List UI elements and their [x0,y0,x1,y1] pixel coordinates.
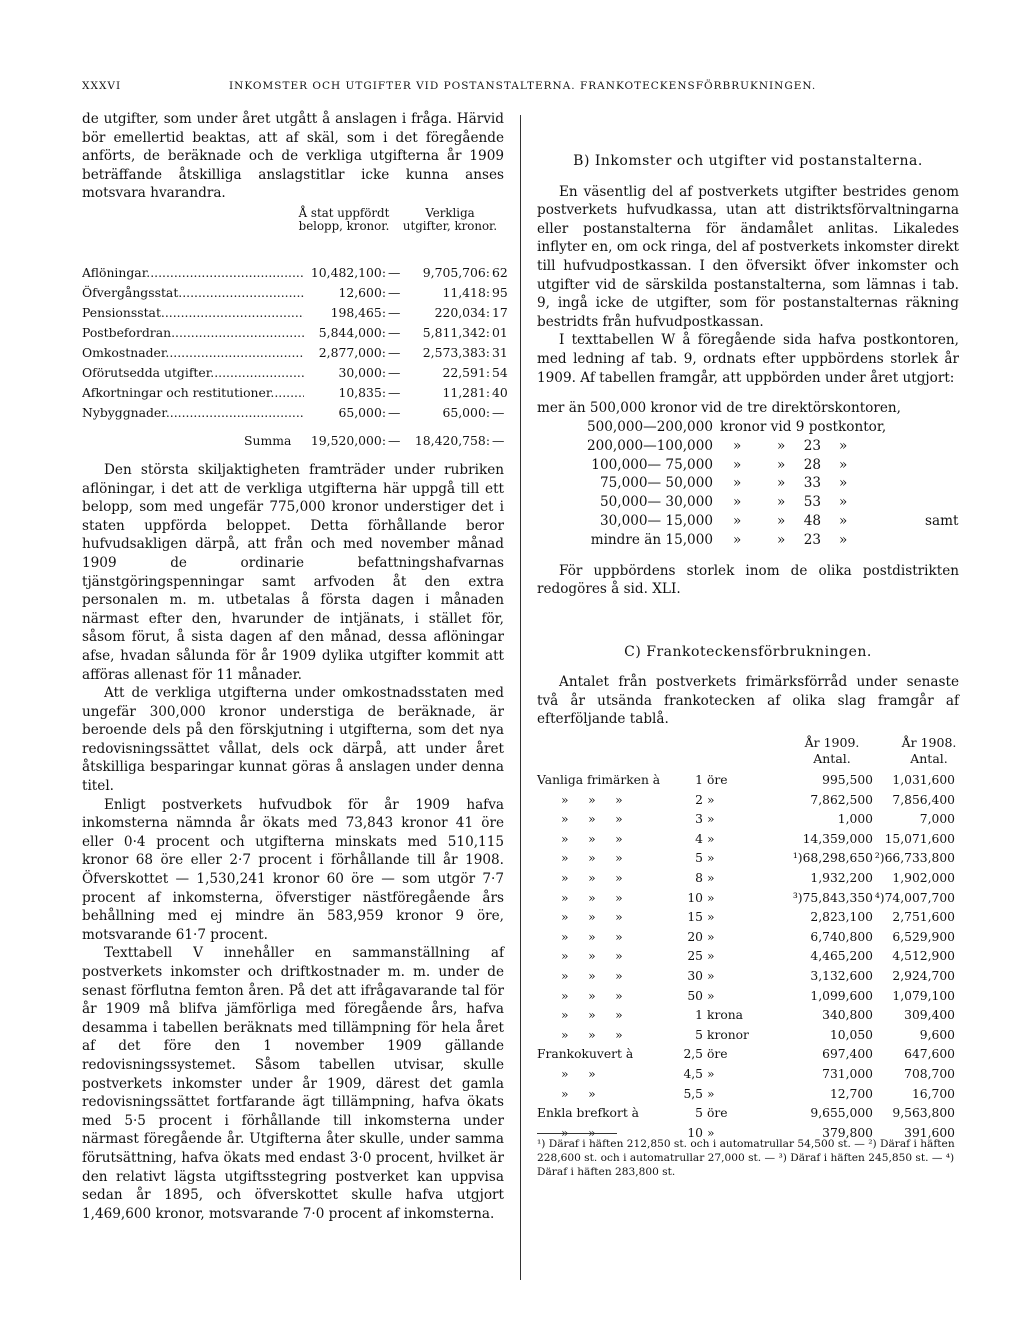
row-stat-ore: — [388,344,401,360]
count-1909: 2,823,100 [810,910,873,925]
budget-sum-row [82,431,504,453]
table-row [537,928,959,948]
row-actual-value: 2,573,383: [422,344,490,360]
stamp-denomination: 5 [695,1106,703,1121]
ditto-mark: » [777,531,786,548]
bracket-range: 50,000— 30,000 [599,494,713,511]
table-row [82,343,508,363]
stamp-label: » » [561,1125,596,1140]
revenue-bracket-list [537,399,959,549]
count-1909: 12,700 [829,1086,873,1101]
row-stat-value: 198,465: [330,304,386,320]
count-1908: 391,600 [904,1125,955,1140]
section-heading-b: B) Inkomster och utgifter vid postanstalterna. [573,153,923,169]
table-row [537,1065,959,1085]
sum-actual: 18,420,758: [414,432,490,448]
table-row [537,1026,959,1046]
bracket-range: mindre än 15,000 [590,531,713,548]
ditto-mark: » [733,494,742,511]
count-1909: 731,000 [822,1066,873,1081]
table-row [537,1085,959,1105]
count-1908: 1,079,100 [892,988,955,1003]
stamp-unit: öre [707,1047,728,1062]
bracket-row [537,512,959,531]
stamp-unit: » [707,890,715,905]
bracket-range: 75,000— 50,000 [599,475,713,492]
stamp-label: Enkla brefkort à [537,1106,640,1121]
stamp-table [537,735,959,1143]
footnotes [537,1133,959,1179]
stamp-denomination: 5,5 [683,1086,703,1101]
count-1909: 1,932,200 [810,871,873,886]
running-title: INKOMSTER OCH UTGIFTER VID POSTANSTALTERNA. FRANKOTECKENSFÖRBRUKNINGEN. [229,80,817,92]
count-1909: ³)75,843,350 [792,890,873,905]
stamp-unit: » [707,792,715,807]
row-label: Öfvergångsstat ..... [82,283,304,302]
row-stat-value: 2,877,000: [318,344,386,360]
office-count: 23 [803,437,821,454]
table-row [537,947,959,967]
row-label: Omkostnader ..... [82,343,304,362]
row-actual-ore: 40 [492,384,508,400]
row-actual-value: 220,034: [434,304,490,320]
ditto-mark: » [839,437,848,454]
table-row [537,771,959,791]
stamp-unit: » [707,1086,715,1101]
budget-table-body [82,263,508,423]
row-actual-ore: 17 [492,304,508,320]
stamp-label: Vanliga frimärken à [537,773,661,788]
count-1909: 4,465,200 [810,949,873,964]
table-row [82,323,508,343]
stamp-label: » » » [561,949,623,964]
budget-table [82,205,508,453]
left-column [82,110,508,1223]
budget-col-header-stat: Å stat uppfördt belopp, kronor. [298,205,390,233]
table-row [537,849,959,869]
bracket-rest: kronor vid 9 postkontor, [720,418,887,435]
stamp-denomination: 4,5 [683,1066,703,1081]
row-label: Postbefordran ..... [82,323,304,342]
count-1908: 4,512,900 [892,949,955,964]
row-label: Pensionsstat ..... [82,303,304,322]
count-1908: 9,563,800 [892,1106,955,1121]
row-actual-ore: 62 [492,264,508,280]
footnote-rule [537,1133,617,1134]
stamp-label: » » » [561,910,623,925]
count-1909: 1,099,600 [810,988,873,1003]
bracket-row [537,418,959,437]
stamp-denomination: 15 [687,910,703,925]
table-row [82,303,508,323]
row-actual-ore: 95 [492,284,508,300]
office-count: 33 [803,475,821,492]
count-1909: 7,862,500 [810,792,873,807]
row-actual-ore: — [492,404,505,420]
table-row [537,987,959,1007]
paragraph-texttabell-v: Texttabell V innehåller en sammanställning af postverkets inkomster och driftkostnader m. m. under de senast förflutna femton åren. På det att ifrågavarande tal för år 1909 må blifva jämförliga med föregående års, hafva desamma i tabellen beräknats med tillämpning för hela året af det före den 1 november 1909 gällande redovisningssystemet. Såsom tabellen utvisar, skulle postverkets inkomster under år 1909, därest det gamla redovisningssättet fortfarande ägt tillämpning, hafva ökats med 5·5 procent i förhållande till inkomsterna under närmast föregående år. Utgifterna åter skulle, under samma förutsättning, hafva ökats med endast 3·0 procent, hvilket är den relativt lägsta utgiftsstegring postverket kan uppvisa sedan år 1895, och öfverskottet skulle hafva utgjort 1,469,600 kronor, motsvarande 7·0 procent af inkomsterna. [82,945,504,1222]
stamp-denomination: 10 [687,1125,703,1140]
bracket-row [537,531,959,550]
table-row [537,830,959,850]
sum-stat-ore: — [388,432,401,448]
count-1909: 9,655,000 [810,1106,873,1121]
row-actual-value: 5,811,342: [422,324,490,340]
row-stat-ore: — [388,364,401,380]
count-1909: 379,800 [822,1125,873,1140]
count-1909: 995,500 [822,773,873,788]
stamp-unit: öre [707,1106,728,1121]
bracket-row [537,456,959,475]
stamp-unit: » [707,929,715,944]
ditto-mark: » [777,475,786,492]
stamp-denomination: 20 [687,929,703,944]
row-stat-value: 10,482,100: [310,264,386,280]
ditto-mark: » [733,456,742,473]
stamp-denomination: 4 [695,831,703,846]
count-1909: 10,050 [829,1027,873,1042]
table-row [82,403,504,423]
stamp-unit: » [707,871,715,886]
stamp-unit: krona [707,1008,743,1023]
count-1909: 1,000 [837,812,873,827]
section-heading-c: C) Frankoteckensförbrukningen. [624,643,872,660]
bracket-range: 30,000— 15,000 [599,512,713,529]
paragraph-aflongar: Den största skiljaktigheten framträder under rubriken aflöningar, i det att de verkliga utgifterna här uppgå till ett belopp, som med ungefär 775,000 kronor understiger det i staten uppförda beloppet. Detta förhållande beror hufvudsakligen därpå, att från och med november månad 1909 de ordinarie befattningshafvarnas tjänstgöringspenningar samt arfvoden åt den extra personalen m. m. utbetalas å första dagen i månaden närmast efter den, hvarunder de intjänats, i stället för, såsom förut, å sista dagen af den månad, dessa aflöningar afse, hvadan sålunda för år 1909 dylika utgifter kommit att afföras allenast för 11 månader. [82,461,504,683]
table-row [537,1045,959,1065]
row-actual-value: 11,418: [442,284,490,300]
bracket-tail: samt [925,512,959,529]
stamp-label: » » » [561,1008,623,1023]
stamp-unit: » [707,910,715,925]
row-actual-value: 65,000: [442,404,490,420]
table-row [82,363,508,383]
count-1908: 1,031,600 [892,773,955,788]
stamp-denomination: 2,5 [683,1047,703,1062]
table-row [537,908,959,928]
bracket-row [537,437,959,456]
count-1908: 16,700 [911,1086,955,1101]
stamp-table-body [537,771,959,1143]
row-stat-value: 65,000: [338,404,386,420]
sum-actual-ore: — [492,432,505,448]
ditto-mark: » [839,494,848,511]
row-label: Nybyggnader ..... [82,403,304,422]
stamp-label: » » » [561,831,623,846]
count-1909: ¹)68,298,650 [792,851,873,866]
bracket-range: 100,000— 75,000 [591,456,713,473]
count-1908: 6,529,900 [892,929,955,944]
stamp-denomination: 25 [687,949,703,964]
table-row [82,283,508,303]
office-count: 48 [803,512,821,529]
stamp-denomination: 30 [687,969,703,983]
count-1908: ⁴)74,007,700 [874,890,955,905]
count-1908: 1,902,000 [892,871,955,886]
row-actual-value: 22,591: [442,364,490,380]
stamp-label: » » » [561,969,623,983]
table-row [537,791,959,811]
right-column [537,110,959,1143]
count-1908: 15,071,600 [884,831,955,846]
row-stat-value: 30,000: [338,364,386,380]
stamp-label: » » » [561,890,623,905]
row-stat-ore: — [388,404,401,420]
stamp-denomination: 1 [695,773,703,788]
stamp-label: » » » [561,929,623,944]
ditto-mark: » [733,512,742,529]
table-row [537,967,959,987]
table-row [537,869,959,889]
stamp-label: » » » [561,851,623,866]
ditto-mark: » [777,494,786,511]
ditto-mark: » [839,475,848,492]
stamp-denomination: 5 [695,851,703,866]
sum-label: Summa [244,432,292,448]
ditto-mark: » [839,531,848,548]
count-1908: 647,600 [904,1047,955,1062]
ditto-mark: » [733,437,742,454]
row-stat-ore: — [388,284,401,300]
table-row [537,1006,959,1026]
bracket-row [537,474,959,493]
ditto-mark: » [777,512,786,529]
office-count: 53 [803,494,821,511]
count-1908: 2,924,700 [892,969,955,983]
paragraph-texttabell-w: I texttabellen W å föregående sida hafva postkontoren, med ledning af tab. 9, ordnats efter uppbördens storlek år 1909. Af tabellen framgår, att uppbörden under året utgjort: [537,332,959,386]
ditto-mark: » [777,437,786,454]
stamp-unit: » [707,949,715,964]
sum-stat: 19,520,000: [310,432,386,448]
stamp-unit: » [707,831,715,846]
count-1909: 340,800 [822,1008,873,1023]
page-number: XXXVI [82,80,122,92]
stamp-unit: » [707,969,715,983]
row-stat-ore: — [388,384,401,400]
row-stat-ore: — [388,324,401,340]
stamp-denomination: 5 [695,1027,703,1042]
stamp-denomination: 8 [695,871,703,886]
paragraph-frimarksforrad: Antalet från postverkets frimärksförråd under senaste två år utsända frankotecken af olika slag framgår af efterföljande tablå. [537,674,959,728]
bracket-row [537,493,959,512]
count-1909: 3,132,600 [810,969,873,983]
stamp-denomination: 50 [687,988,703,1003]
ditto-mark: » [733,475,742,492]
office-count: 28 [803,456,821,473]
count-1908: 708,700 [904,1066,955,1081]
stamp-unit: » [707,1066,715,1081]
row-label: Oförutsedda utgifter ..... [82,363,304,382]
row-actual-ore: 54 [492,364,508,380]
year-1909-header: År 1909. Antal. [804,735,860,767]
row-actual-value: 11,281: [442,384,490,400]
count-1908: 2,751,600 [892,910,955,925]
stamp-denomination: 2 [695,792,703,807]
stamp-label: » » » [561,792,623,807]
budget-table-header [82,207,504,263]
office-count: 23 [803,531,821,548]
stamp-unit: » [707,1125,715,1140]
table-row [537,810,959,830]
stamp-denomination: 3 [695,812,703,827]
footnote-text: ¹) Däraf i häften 212,850 st. och i automatrullar 54,500 st. — ²) Däraf i häften 228,600 st. och i automatrullar 27,000 st. — ³) Däraf i häften 245,850 st. — ⁴) Däraf i häften 283,800 st. [537,1138,955,1178]
stamp-unit: » [707,988,715,1003]
ditto-mark: » [733,531,742,548]
stamp-label: » » » [561,1027,623,1042]
stamp-label: » » [561,1086,596,1101]
row-actual-ore: 01 [492,324,508,340]
count-1909: 14,359,000 [802,831,873,846]
intro-paragraph: de utgifter, som under året utgått å anslagen i fråga. Härvid bör emellertid beaktas, att af skäl, som i det föregående anförts, de beräknade och de verkliga utgifterna år 1909 beträffande åtskilliga anslagstitlar icke kunna anses motsvara hvarandra. [82,111,504,202]
year-1908-header: År 1908. Antal. [901,735,957,767]
row-stat-ore: — [388,304,401,320]
row-actual-value: 9,705,706: [422,264,490,280]
table-row [82,263,508,283]
count-1908: 9,600 [919,1027,955,1042]
stamp-unit: » [707,851,715,866]
stamp-label: » » [561,1066,596,1081]
stamp-unit: öre [707,773,728,788]
stamp-denomination: 10 [687,890,703,905]
paragraph-hufvudkassa: En väsentlig del af postverkets utgifter bestrides genom postverkets hufvudkassa, utan att distriktsförvaltningarna eller postanstalterna för ändamålet anlitas. Likaledes inflyter en, om ock ringa, del af postverkets inkomster direkt till hufvudpostkassan. I den öfversikt öfver inkomster och utgifter vid de särskilda postanstalterna, som lämnas i tab. 9, ingå icke de utgifter, som för postanstalternas räkning bestridts från hufvudpostkassan. [537,183,959,330]
ditto-mark: » [839,512,848,529]
count-1909: 697,400 [822,1047,873,1062]
column-divider [520,115,521,1280]
stamp-unit: » [707,812,715,827]
stamp-unit: kronor [707,1027,749,1042]
paragraph-omkostnader: Att de verkliga utgifterna under omkostnadsstaten med ungefär 300,000 kronor understiga de beräknade, är beroende dels på den förskjutning i utgifterna, som det nya redovisningssättet vållat, dels ock därpå, att under året åtskilliga besparingar kunnat göras å anslagen under denna titel. [82,685,504,795]
stamp-table-header [537,735,959,771]
bracket-row [537,399,959,418]
table-row [537,1104,959,1124]
stamp-label: Frankokuvert à [537,1047,634,1062]
row-stat-ore: — [388,264,401,280]
table-row [82,383,508,403]
stamp-denomination: 1 [695,1008,703,1023]
paragraph-postdistrikt: För uppbördens storlek inom de olika postdistrikten redogöres å sid. XLI. [537,562,959,598]
bracket-text: mer än 500,000 kronor vid de tre direktörskontoren, [537,400,901,417]
row-stat-value: 5,844,000: [318,324,386,340]
stamp-label: » » » [561,812,623,827]
row-label: Aflöningar ..... [82,263,304,282]
row-stat-value: 12,600: [338,284,386,300]
count-1908: ²)66,733,800 [874,851,955,866]
stamp-label: » » » [561,871,623,886]
count-1909: 6,740,800 [810,929,873,944]
row-stat-value: 10,835: [338,384,386,400]
count-1908: 309,400 [904,1008,955,1023]
stamp-label: » » » [561,988,623,1003]
ditto-mark: » [777,456,786,473]
ditto-mark: » [839,456,848,473]
table-row [537,889,959,909]
bracket-range: 200,000—100,000 [586,437,713,454]
row-actual-ore: 31 [492,344,508,360]
bracket-range: 500,000—200,000 [586,418,713,435]
count-1908: 7,000 [919,812,955,827]
budget-col-header-actual: Verkliga utgifter, kronor. [402,205,498,233]
row-label: Afkortningar och restitutioner ..... [82,383,304,402]
count-1908: 7,856,400 [892,792,955,807]
paragraph-hufvudbok: Enligt postverkets hufvudbok för år 1909 hafva inkomsterna nämnda år ökats med 73,843 kronor 41 öre eller 0·4 procent och utgifterna minskats med 510,115 kronor 68 öre eller 2·7 procent i förhållande till år 1908. Öfverskottet — 1,530,241 kronor 60 öre — som utgör 7·7 procent af inkomsterna, öfverstiger nästföregående års behållning med ej mindre än 583,959 kronor 9 öre, motsvarande 61·7 procent. [82,796,504,943]
